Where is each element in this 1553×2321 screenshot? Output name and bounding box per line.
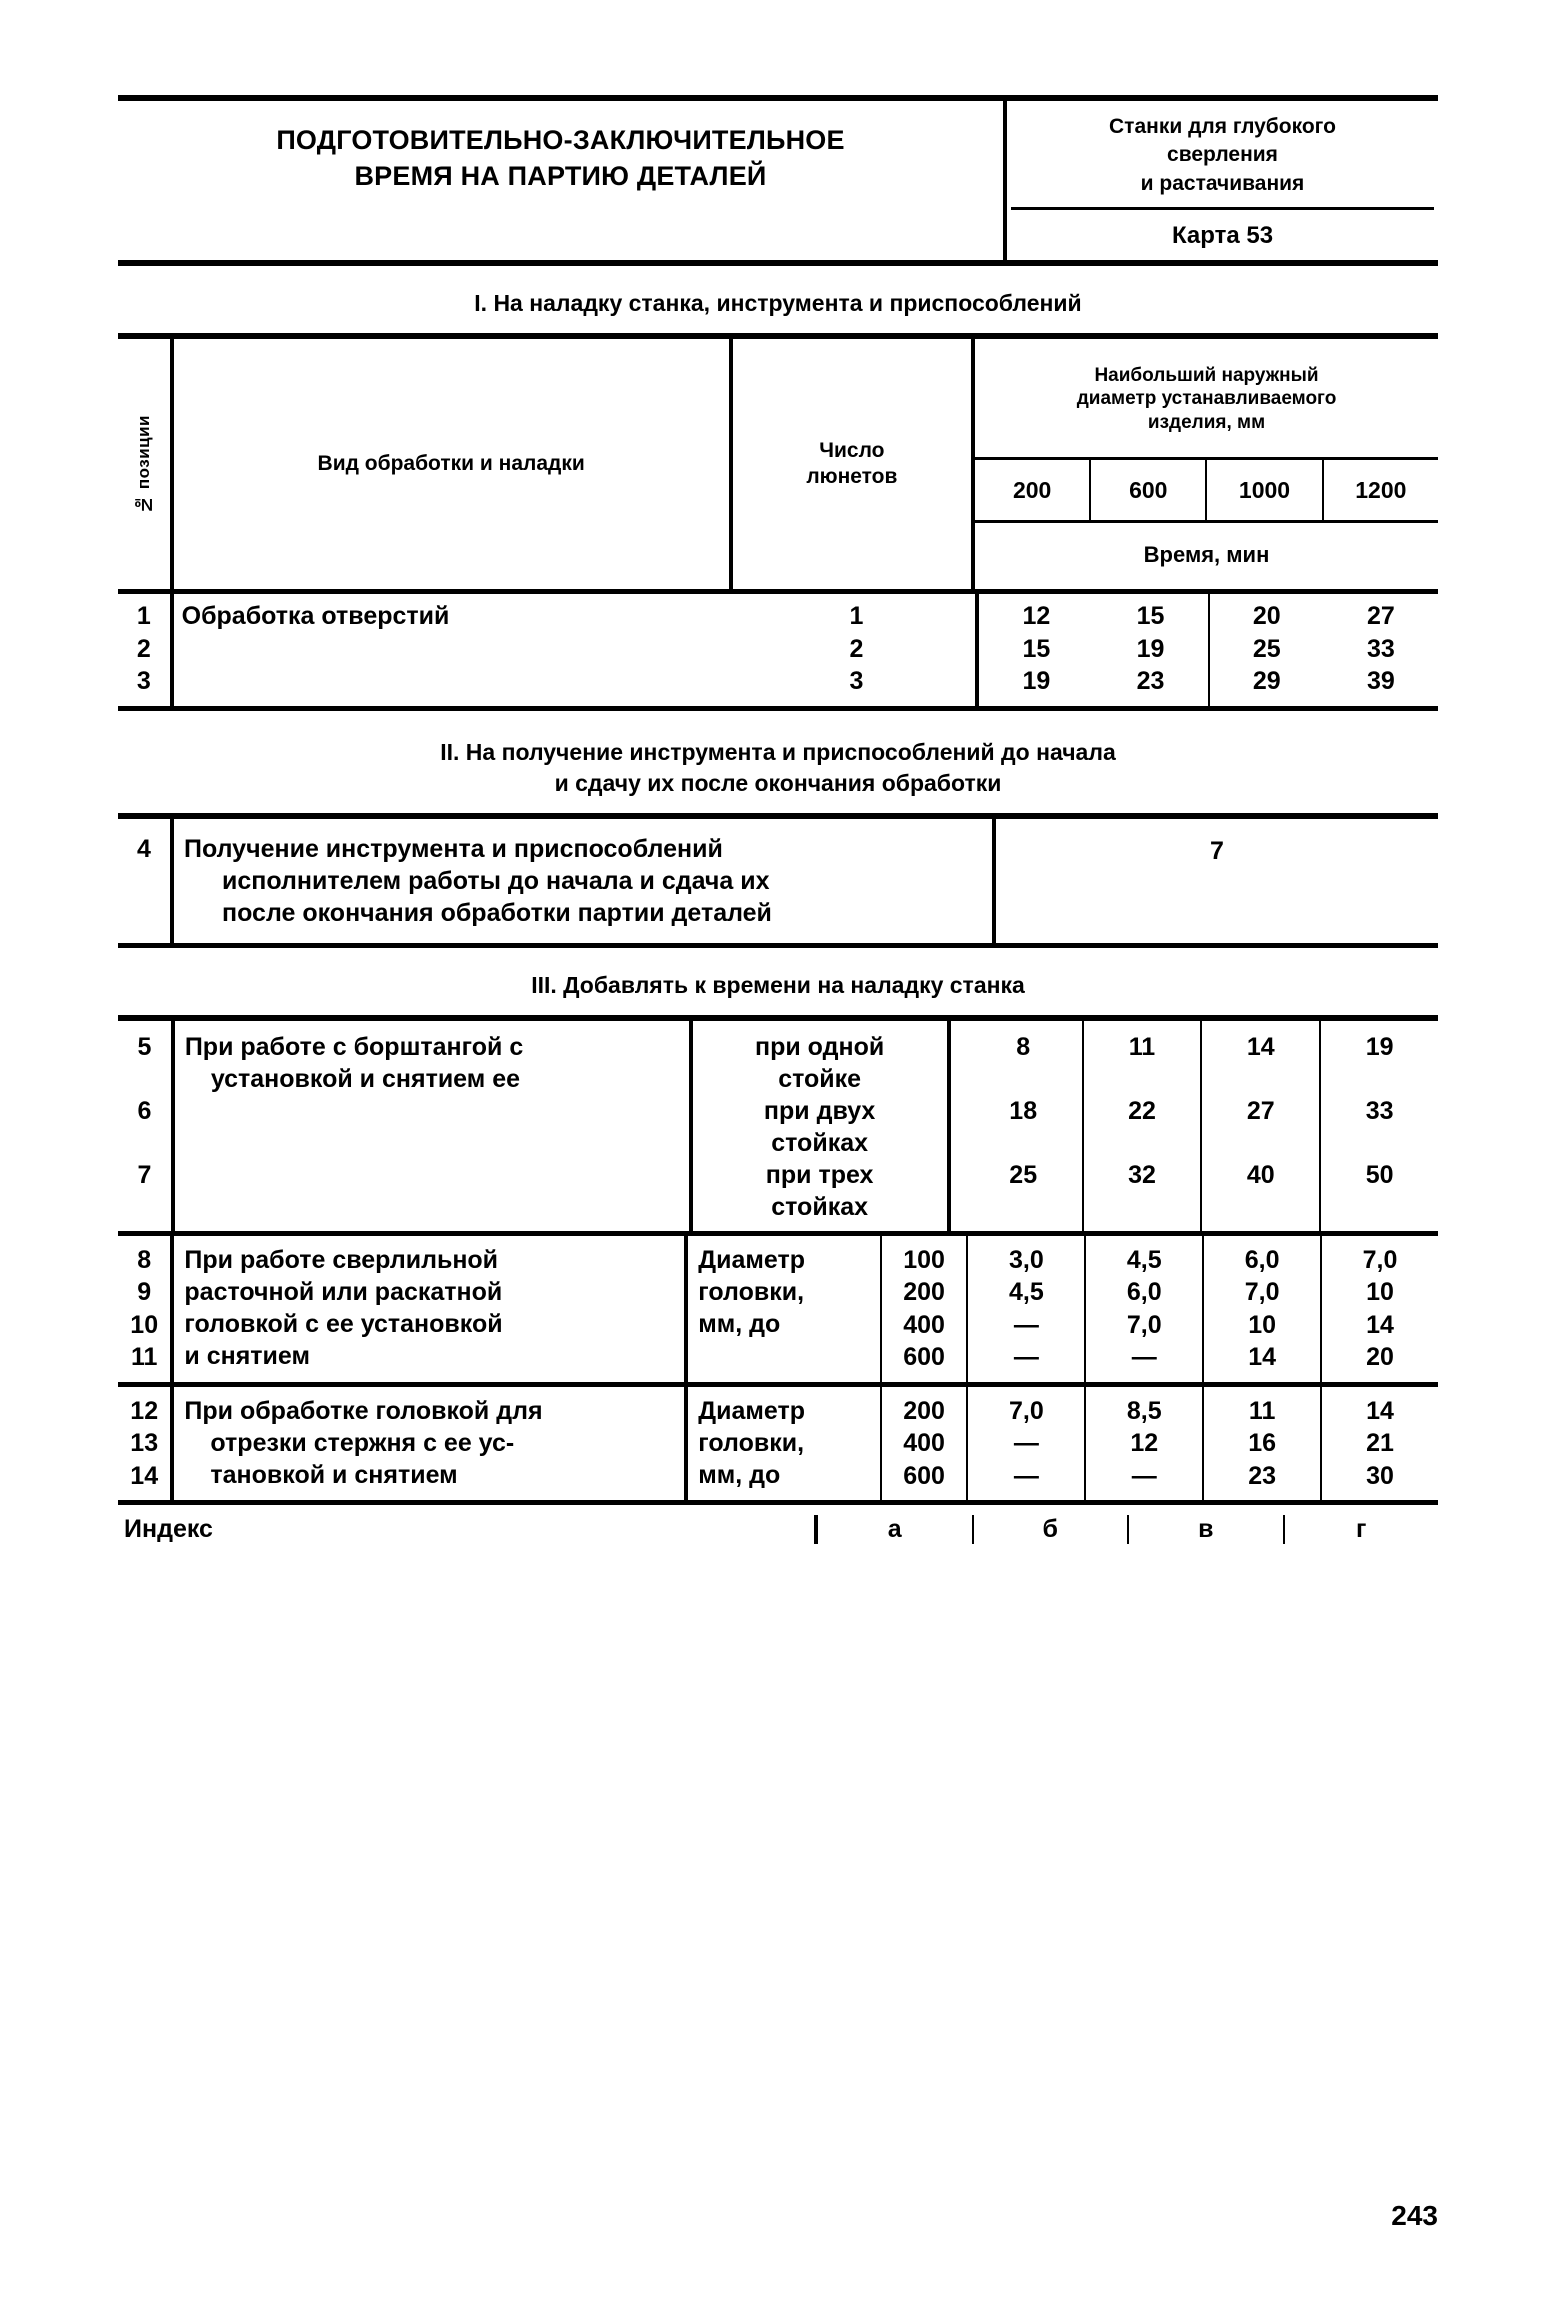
row-sub-label-line2: стойках [771,1128,869,1157]
row-number: 2 [136,634,151,663]
row-label [172,665,738,706]
col-header-diam-200: 200 [973,459,1090,522]
col-header-position-number [118,339,172,589]
row-number: 3 [136,667,151,696]
row-value-200: — [967,1427,1085,1460]
row-value-1200: 27 [1366,602,1395,631]
row-label [173,1021,691,1231]
index-label: Индекс [124,1515,213,1544]
row-label-line3: головкой с ее установкой [184,1309,503,1338]
row-param-value: 400 [881,1309,968,1342]
row-param-value: 100 [881,1236,968,1277]
section-3-block-3 [118,1387,1438,1506]
section-1-title: I. На наладку станка, инструмента и приспособлений [474,290,1082,317]
row-label-line1: При работе с борштангой с [184,1032,524,1061]
table-row [118,594,1438,633]
section-2-title-line1: II. На получение инструмента и приспособлений до начала [440,738,1116,765]
row-sub-label [691,1159,949,1231]
row-value-1200: 21 [1321,1427,1438,1460]
row-value-1000: 14 [1203,1341,1321,1382]
row-lunettes: 2 [849,634,864,663]
row-value-600: 23 [1136,667,1165,696]
row-sub-label-line1: при двух [763,1096,876,1125]
row-value-200: 18 [1009,1096,1038,1125]
row-number: 11 [130,1343,158,1372]
row-value-1200: 33 [1366,634,1395,663]
col-header-kind: Вид обработки и наладки [172,339,731,589]
row-value-1000: 16 [1203,1427,1321,1460]
col-header-lunettes [731,339,973,589]
row-label-line1: При работе сверлильной [184,1245,499,1274]
row-value-1200: 10 [1321,1276,1438,1309]
section-3-block-1 [118,1021,1438,1236]
row-value: 7 [994,819,1438,943]
col-header-diameter-group [973,339,1438,459]
row-param-label [686,1236,880,1382]
row-value-600: 12 [1085,1427,1203,1460]
row-value-600: 15 [1136,602,1165,631]
row-param-line3: мм, до [698,1309,781,1338]
row-value-1200: 14 [1321,1387,1438,1428]
header-machine-block [1003,101,1438,260]
row-lunettes: 1 [849,602,864,631]
section-1-data [118,594,1438,711]
row-value-200: 3,0 [967,1236,1085,1277]
page-header [118,101,1438,260]
row-divider [949,1021,965,1095]
page-title-line2: ВРЕМЯ НА ПАРТИЮ ДЕТАЛЕЙ [354,160,767,191]
row-number: 7 [137,1160,152,1189]
row-value-1200: 50 [1320,1159,1438,1231]
col-header-diam-600: 600 [1090,459,1206,522]
col-header-time-units: Время, мин [973,522,1438,589]
row-sub-label-line1: при трех [765,1160,874,1189]
row-value-200: — [967,1341,1085,1382]
row-value-600: 22 [1083,1095,1202,1159]
row-value-600: 8,5 [1085,1387,1203,1428]
row-value-1000: 40 [1201,1159,1320,1231]
index-cell-g: г [1283,1515,1439,1544]
row-value-600: — [1085,1460,1203,1501]
row-param-value: 400 [881,1427,968,1460]
row-lunettes: 3 [849,667,864,696]
row-label-line2: отрезки стержня с ее ус- [210,1428,515,1457]
row-value-600: 11 [1083,1021,1202,1095]
row-value-200: 19 [977,665,1093,706]
row-value-200: 12 [977,594,1093,633]
row-param-value: 600 [881,1341,968,1382]
row-param-line1: Диаметр [698,1396,805,1425]
row-value-1200: 33 [1320,1095,1438,1159]
row-label-line2: расточной или раскатной [184,1277,503,1306]
section-2-data [118,819,1438,948]
table-row [118,819,1438,943]
row-value-1000: 11 [1203,1387,1321,1428]
row-value-200: 25 [1009,1160,1038,1189]
row-number: 8 [137,1245,152,1274]
table-row [118,1387,1438,1428]
col-header-lunettes-l1: Число [819,438,885,462]
row-value-1200: 20 [1321,1341,1438,1382]
row-value-200: — [967,1460,1085,1501]
sheet [118,95,1438,1544]
row-value-600: 32 [1083,1159,1202,1231]
header-bottom-rule [118,260,1438,266]
row-param-value: 600 [881,1460,968,1501]
col-header-lunettes-l2: люнетов [806,465,898,489]
row-value-600: 6,0 [1085,1276,1203,1309]
row-value-1000: 6,0 [1203,1236,1321,1277]
row-value-600: — [1085,1341,1203,1382]
col-header-position-number-label: № позиции [133,414,153,514]
row-number: 5 [137,1032,152,1061]
page-number: 243 [1391,2200,1438,2231]
row-param-value: 200 [881,1276,968,1309]
row-label-line3: тановкой и снятием [210,1460,458,1489]
index-cell-a: а [887,1515,902,1544]
index-cell-b: б [972,1515,1128,1544]
row-value-1000: 23 [1203,1460,1321,1501]
section-3-block-2 [118,1236,1438,1387]
row-value-1000: 10 [1203,1309,1321,1342]
machine-group [1007,101,1438,207]
row-label [172,819,994,943]
index-row [118,1515,1438,1544]
diam-l3: изделия, мм [1147,412,1266,434]
machine-line1: Станки для глубокого [1109,115,1336,138]
row-param-line3: мм, до [698,1460,781,1489]
row-label-line2: установкой и снятием ее [210,1064,521,1093]
row-value-1200: 30 [1321,1460,1438,1501]
row-sub-label-line2: стойках [771,1192,869,1221]
row-number: 6 [137,1096,152,1125]
row-value-200: 4,5 [967,1276,1085,1309]
row-param-line1: Диаметр [698,1245,805,1274]
row-label [172,1236,686,1382]
row-sub-label-line1: при одной [755,1032,885,1061]
row-value-1200: 39 [1366,667,1395,696]
row-value-1000: 14 [1201,1021,1320,1095]
table-row [118,633,1438,666]
row-label [172,633,738,666]
col-header-diam-1200: 1200 [1323,459,1438,522]
row-param-value: 200 [881,1387,968,1428]
row-param-line2: головки, [698,1428,805,1457]
row-value-600: 7,0 [1085,1309,1203,1342]
diam-l1: Наибольший наружный [1094,364,1319,386]
row-label: Обработка отверстий [172,594,738,633]
index-cell-v: в [1127,1515,1283,1544]
row-divider [949,1159,965,1231]
row-value-1200: 7,0 [1321,1236,1438,1277]
row-number: 10 [130,1310,159,1339]
row-sub-label [691,1021,949,1095]
table-row [118,665,1438,706]
row-sub-label-line2: стойке [778,1064,862,1093]
row-divider [949,1095,965,1159]
table-row [118,1021,1438,1095]
row-value-200: 15 [977,633,1093,666]
index-cells [814,1515,1438,1544]
row-value-1000: 20 [1209,594,1324,633]
row-value-1000: 29 [1209,665,1324,706]
row-value-200: 8 [1016,1032,1031,1061]
row-number: 12 [130,1396,159,1425]
machine-line3: и растачивания [1140,171,1305,195]
table-row [118,1236,1438,1277]
row-label-line3: после окончания обработки партии деталей [222,898,772,927]
section-3-title: III. Добавлять к времени на наладку станка [531,971,1025,998]
row-number: 9 [137,1278,152,1307]
section-2-title [118,737,1438,799]
section-2-title-line2: и сдачу их после окончания обработки [554,769,1002,796]
row-param-line2: головки, [698,1277,805,1306]
row-number: 4 [137,834,151,863]
row-value-200: 7,0 [967,1387,1085,1428]
row-param-label [686,1387,880,1501]
row-label [172,1387,686,1501]
section-1-table-head [118,333,1438,594]
row-label-line2: исполнителем работы до начала и сдача их [222,866,770,895]
row-value-1000: 7,0 [1203,1276,1321,1309]
row-sub-label [691,1095,949,1159]
row-value-1000: 25 [1209,633,1324,666]
machine-line2: сверления [1167,143,1278,167]
diam-l2: диаметр устанавливаемого [1076,388,1337,410]
row-value-1200: 14 [1321,1309,1438,1342]
row-value-1200: 19 [1320,1021,1438,1095]
row-label-line4: и снятием [184,1341,310,1370]
row-value-1000: 27 [1201,1095,1320,1159]
page-title-line1: ПОДГОТОВИТЕЛЬНО-ЗАКЛЮЧИТЕЛЬНОЕ [276,125,845,155]
row-value-200: — [967,1309,1085,1342]
col-header-diam-1000: 1000 [1206,459,1322,522]
header-title-block [118,101,1003,260]
card-label: Карта 53 [1171,222,1274,250]
row-number: 1 [136,602,151,631]
row-label-line1: При обработке головкой для [184,1396,543,1425]
row-value-600: 4,5 [1085,1236,1203,1277]
row-number: 13 [130,1429,159,1458]
row-number: 14 [130,1461,159,1490]
row-label-line1: Получение инструмента и приспособлений [184,834,723,863]
row-value-600: 19 [1136,634,1165,663]
